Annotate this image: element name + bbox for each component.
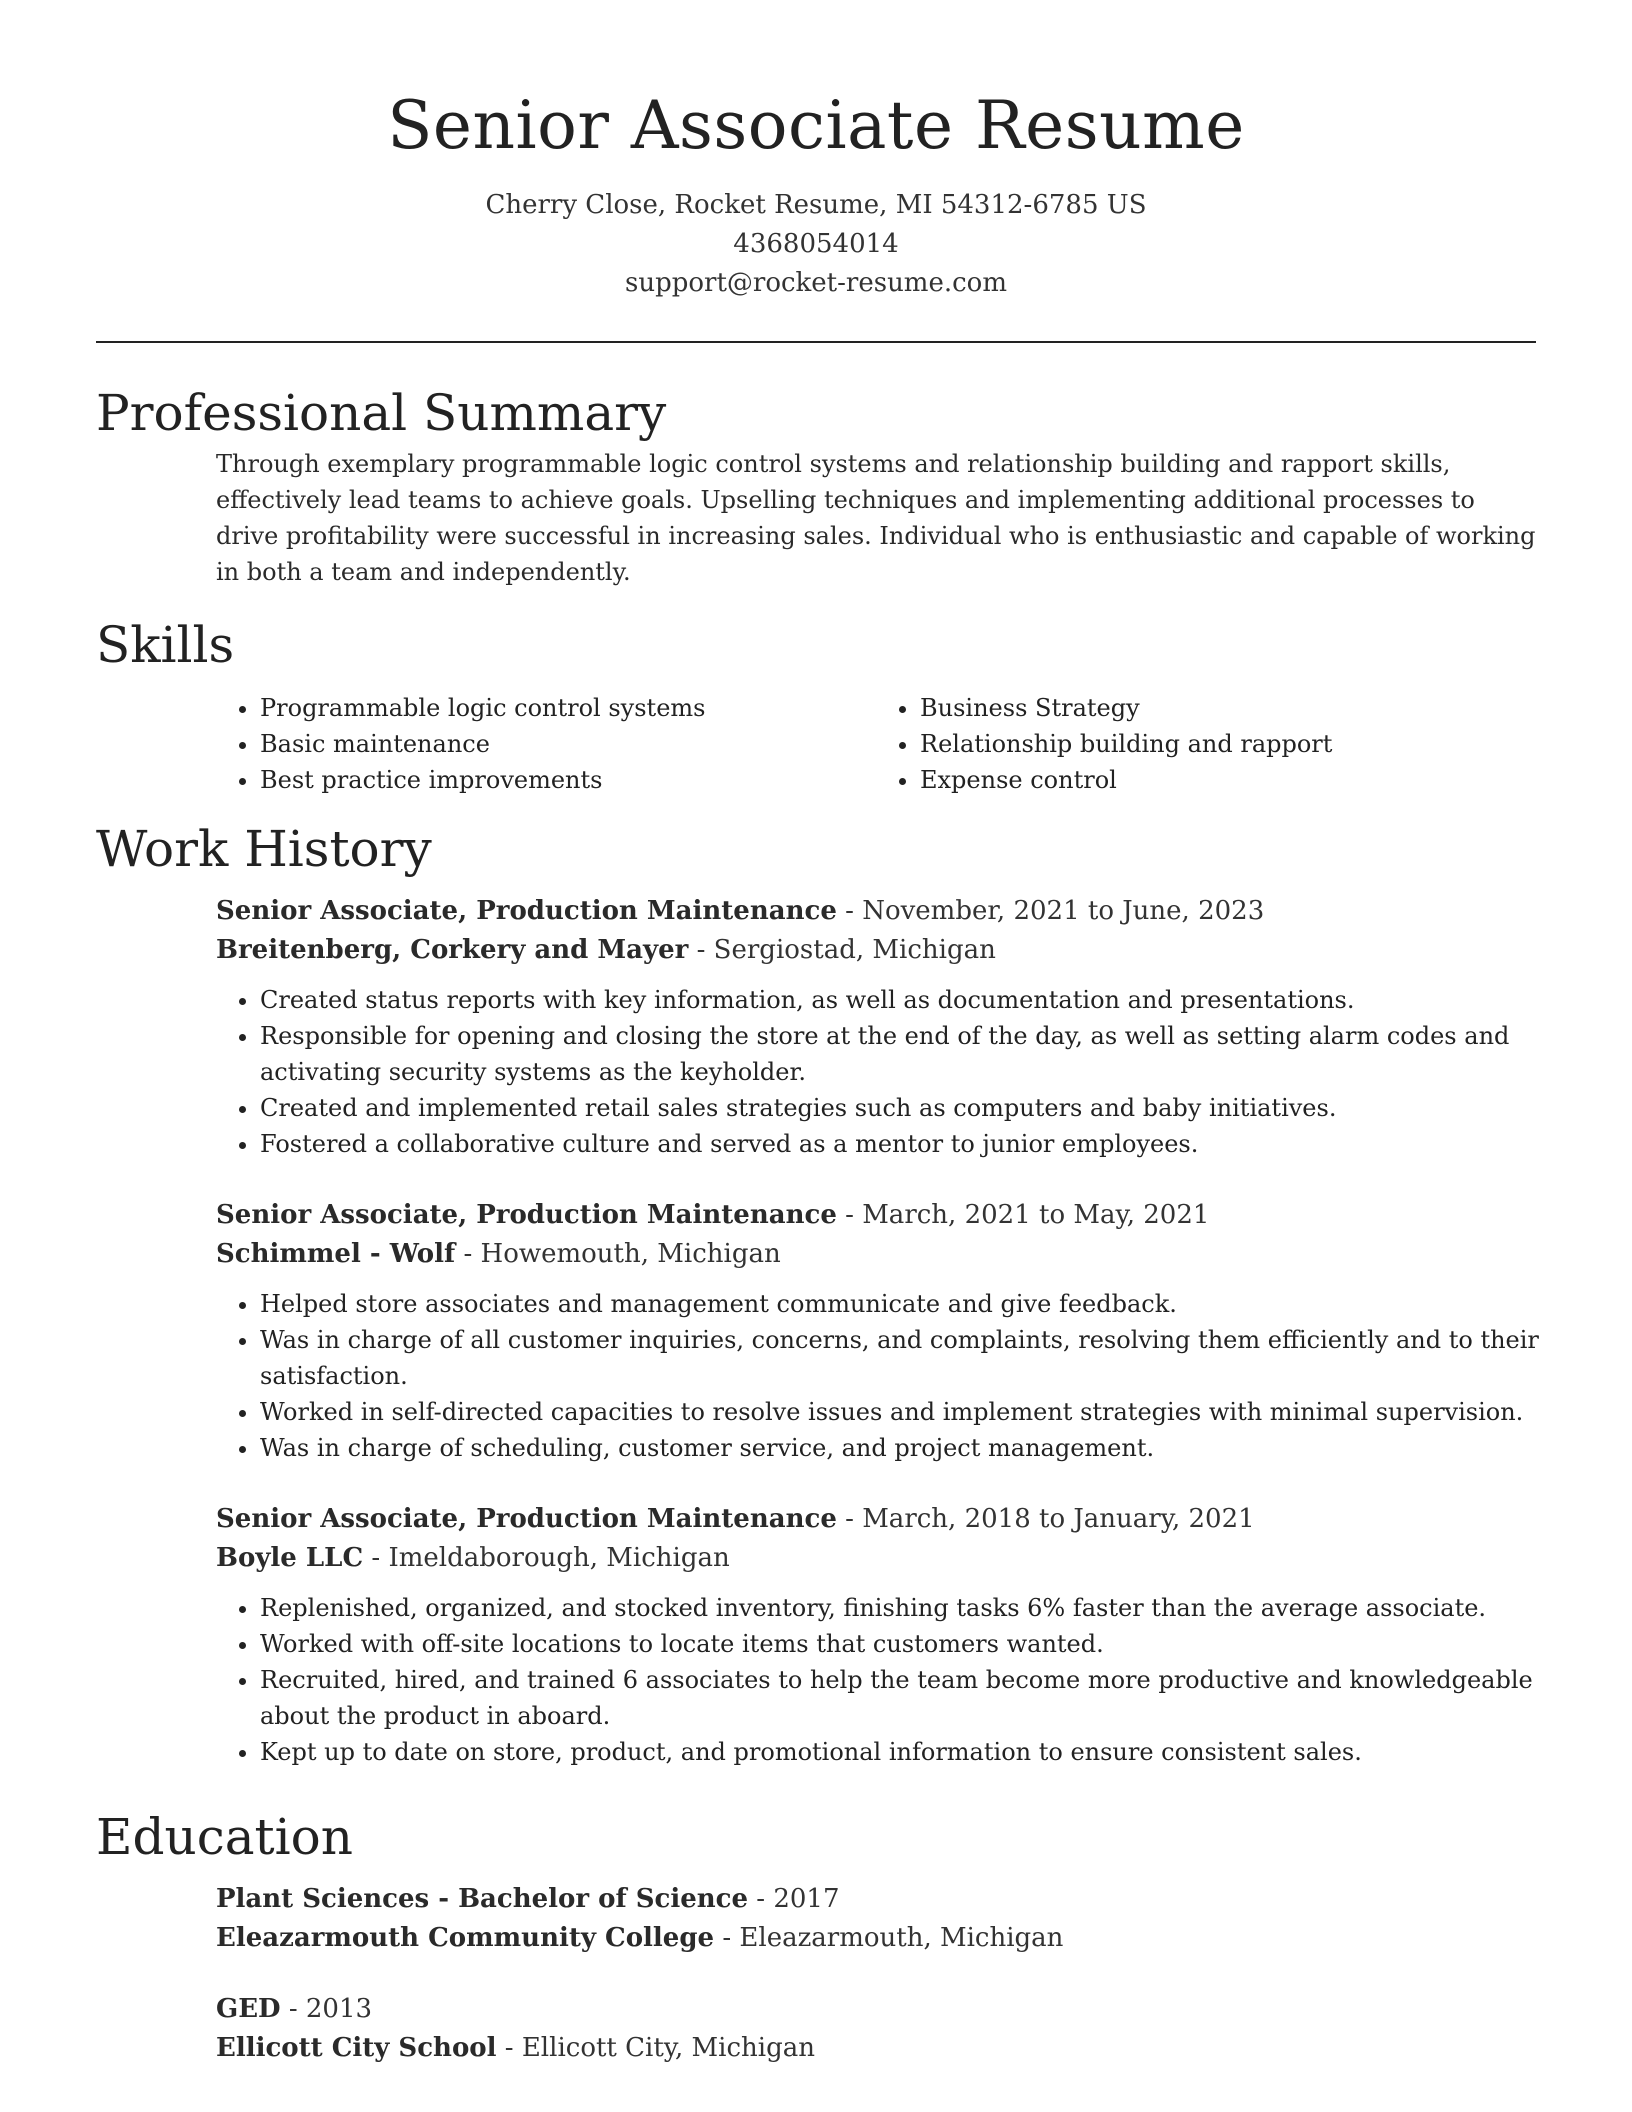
education-degree: Plant Sciences - Bachelor of Science [216,1884,749,1914]
summary-text: Through exemplary programmable logic control systems and relationship building and rapport skills, effectively lead teams to achieve goals. Upselling techniques and implementing additional processes to drive profitability were successful in increasing sales. Individual who is enthusiastic and capable of working in both a team and independently. [216,450,1536,586]
job-dates: - November, 2021 to June, 2023 [836,896,1265,926]
job-title-line [216,892,1536,931]
education-degree-line [216,1990,1536,2029]
job-company-line [216,1539,1536,1578]
education-degree: GED [216,1994,281,2024]
job-bullet: • Kept up to date on store, product, and promotional information to ensure consistent sales. [260,1734,1540,1770]
skills-column-left [216,690,876,798]
job-company: Schimmel - Wolf [216,1239,456,1269]
job-location: - Sergiostad, Michigan [688,935,996,965]
resume-header [0,88,1632,303]
education-heading: Education [96,1808,353,1866]
job-bullet: • Was in charge of all customer inquiries, concerns, and complaints, resolving them efficiently and to their satisfaction. [260,1322,1540,1394]
skill-item: • Best practice improvements [260,762,876,798]
resume-title: Senior Associate Resume [387,87,1245,164]
skill-item: • Business Strategy [920,690,1536,726]
job-bullet: • Created status reports with key information, as well as documentation and presentations. [260,982,1540,1018]
job-title: Senior Associate, Production Maintenance [216,1504,837,1534]
job-company-line [216,931,1536,970]
skill-item: • Expense control [920,762,1536,798]
education-school-line [216,2029,1536,2068]
education-degree-line [216,1880,1536,1919]
contact-phone: 4368054014 [733,229,899,259]
work-history-heading: Work History [96,820,432,878]
education-entry [216,1990,1536,2068]
job-company-line [216,1235,1536,1274]
job-bullet: • Fostered a collaborative culture and served as a mentor to junior employees. [260,1126,1540,1162]
job-bullet: • Worked with off-site locations to locate items that customers wanted. [260,1626,1540,1662]
skill-item: • Relationship building and rapport [920,726,1536,762]
resume-body [96,380,1539,2100]
job-title: Senior Associate, Production Maintenance [216,896,837,926]
contact-email: support@rocket-resume.com [624,268,1007,298]
skills-column-right [876,690,1536,798]
education-year: - 2017 [748,1884,840,1914]
job-bullet: • Helped store associates and management communicate and give feedback. [260,1286,1540,1322]
job-location: - Imeldaborough, Michigan [363,1543,730,1573]
job-bullet: • Created and implemented retail sales strategies such as computers and baby initiatives. [260,1090,1540,1126]
job-bullet: • Replenished, organized, and stocked inventory, finishing tasks 6% faster than the average associate. [260,1590,1540,1626]
job-company: Boyle LLC [216,1543,364,1573]
education-year: - 2013 [280,1994,373,2024]
job-bullet: • Worked in self-directed capacities to resolve issues and implement strategies with minimal supervision. [260,1394,1540,1430]
job-bullet: • Responsible for opening and closing the store at the end of the day, as well as setting alarm codes and activating security systems as the keyholder. [260,1018,1540,1090]
education-entry [216,1880,1536,1958]
job-company: Breitenberg, Corkery and Mayer [216,935,689,965]
job-bullet: • Recruited, hired, and trained 6 associates to help the team become more productive and knowledgeable about the product in aboard. [260,1662,1540,1734]
job-bullets [216,982,1540,1162]
job-entry [216,1500,1536,1770]
contact-address: Cherry Close, Rocket Resume, MI 54312-6785 US [485,190,1147,220]
contact-block [0,186,1632,303]
job-location: - Howemouth, Michigan [455,1239,781,1269]
job-title-line [216,1196,1536,1235]
education-school-line [216,1919,1536,1958]
job-dates: - March, 2021 to May, 2021 [836,1200,1210,1230]
job-entry [216,1196,1539,1466]
skill-item: • Basic maintenance [260,726,876,762]
summary-heading: Professional Summary [96,384,667,442]
header-divider [96,341,1536,343]
skill-item: • Programmable logic control systems [260,690,876,726]
education-location: - Eleazarmouth, Michigan [714,1923,1064,1953]
job-entry [216,892,1536,1162]
education-location: - Ellicott City, Michigan [496,2033,816,2063]
education-school: Ellicott City School [216,2033,497,2063]
job-bullets [216,1286,1540,1466]
skills-heading: Skills [96,616,235,674]
job-title-line [216,1500,1536,1539]
job-title: Senior Associate, Production Maintenance [216,1200,837,1230]
skills-list [216,690,1536,798]
job-dates: - March, 2018 to January, 2021 [836,1504,1255,1534]
job-bullets [216,1590,1540,1770]
education-school: Eleazarmouth Community College [216,1923,715,1953]
job-bullet: • Was in charge of scheduling, customer service, and project management. [260,1430,1540,1466]
